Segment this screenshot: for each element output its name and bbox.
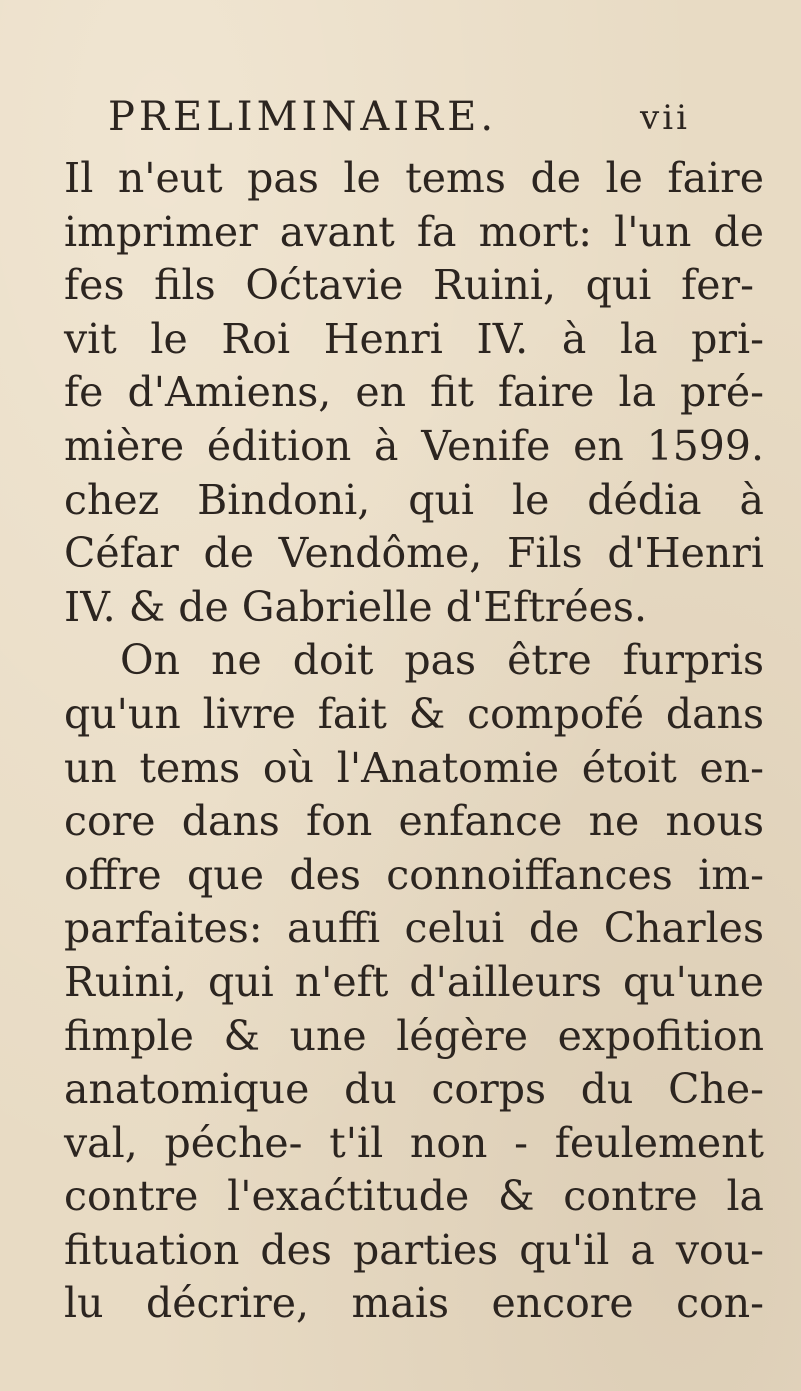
text-line: fe d'Amiens, en fit faire la pré- — [64, 368, 764, 417]
text-line: val, péche- t'il non - feulement — [64, 1118, 764, 1167]
text-line: fimple & une légère expofition — [64, 1011, 764, 1060]
text-line: fes fils Oćtavie Ruini, qui fer- — [64, 261, 754, 310]
text-line: qu'un livre fait & compofé dans — [64, 689, 764, 738]
text-line: On ne doit pas être furpris — [120, 636, 764, 685]
text-line: imprimer avant fa mort: l'un de — [64, 207, 764, 256]
text-line: parfaites: auffi celui de Charles — [64, 904, 764, 953]
text-line: vit le Roi Henri IV. à la pri- — [64, 314, 764, 363]
text-line: anatomique du corps du Che- — [64, 1065, 764, 1114]
text-line: core dans fon enfance ne nous — [64, 797, 764, 846]
text-line: Ruini, qui n'eft d'ailleurs qu'une — [64, 957, 764, 1006]
page-number: vii — [640, 98, 690, 138]
text-line: lu décrire, mais encore con- — [64, 1279, 764, 1328]
text-line: Il n'eut pas le tems de le faire — [64, 154, 764, 202]
running-head — [108, 94, 748, 150]
text-line: un tems où l'Anatomie étoit en- — [64, 743, 764, 792]
running-head-title: PRELIMINAIRE. — [108, 94, 498, 140]
text-line: mière édition à Venife en 1599. — [64, 421, 764, 470]
text-line: Céfar de Vendôme, Fils d'Henri — [64, 529, 764, 578]
body-text — [44, 152, 764, 1331]
text-line: contre l'exaćtitude & contre la — [64, 1172, 764, 1221]
text-line: IV. & de Gabrielle d'Eftrées. — [64, 582, 648, 631]
text-line: offre que des connoiffances im- — [64, 850, 764, 899]
text-line: chez Bindoni, qui le dédia à — [64, 475, 764, 524]
text-line: fituation des parties qu'il a vou- — [64, 1225, 764, 1274]
